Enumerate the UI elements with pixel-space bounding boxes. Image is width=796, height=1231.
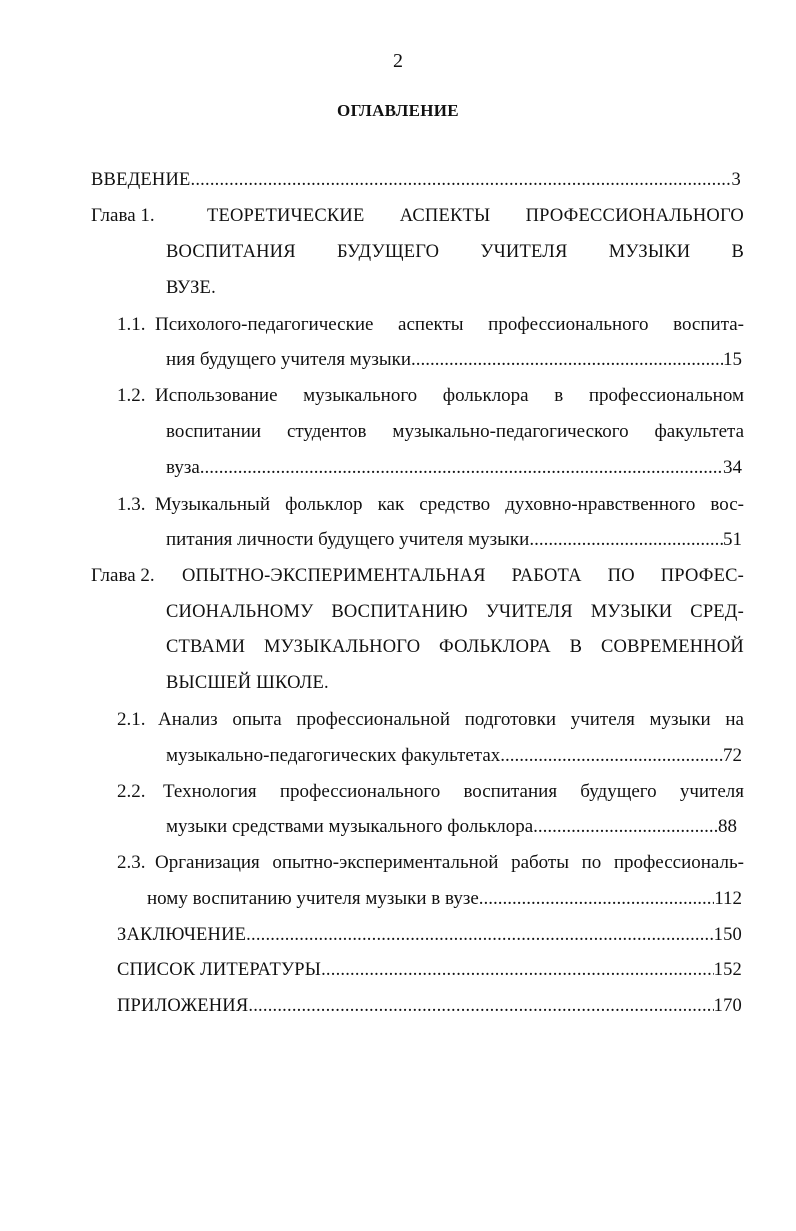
entry-text: вуза [166,457,200,478]
chapter2-label: Глава 2. [91,565,155,586]
section-1-1-line2[interactable] [166,348,742,372]
toc-entry-intro[interactable] [91,168,741,192]
section-1-2-line1[interactable]: Использование музыкального фольклора в профессиональном [155,385,744,406]
section-1-3-number: 1.3. [117,494,146,515]
dot-leader [411,348,723,372]
entry-page: 15 [723,349,742,370]
dot-leader [200,456,723,480]
entry-page: 72 [723,745,742,766]
section-2-1-line2[interactable] [166,744,742,768]
section-1-2-number: 1.2. [117,385,146,406]
entry-page: 88 [718,816,737,837]
entry-text: музыки средствами музыкального фольклора [166,816,534,837]
dot-leader [529,528,723,552]
toc-entry-conclusion[interactable] [117,923,742,947]
toc-entry-appendices[interactable] [117,994,742,1018]
section-2-3-number: 2.3. [117,852,146,873]
entry-page: 112 [714,888,742,909]
dot-leader [533,815,718,839]
entry-text: ВВЕДЕНИЕ [91,170,191,190]
entry-text: ЗАКЛЮЧЕНИЕ [117,925,247,945]
entry-text: ному воспитанию учителя музыки в вузе [147,888,479,909]
chapter1-label: Глава 1. [91,205,155,226]
entry-text: питания личности будущего учителя музыки [166,529,530,550]
section-2-3-line2[interactable] [147,887,742,911]
entry-text: ПРИЛОЖЕНИЯ [117,996,249,1016]
entry-text: СПИСОК ЛИТЕРАТУРЫ [117,960,322,980]
section-2-2-number: 2.2. [117,781,146,802]
dot-leader [500,744,723,768]
entry-page: 150 [713,925,742,945]
section-1-2-line2[interactable]: воспитании студентов музыкально-педагогического факультета [166,421,744,442]
section-2-2-line1[interactable]: Технология профессионального воспитания будущего учителя [163,781,744,802]
section-1-1-number: 1.1. [117,314,146,335]
dot-leader [191,168,732,192]
chapter1-title-line3[interactable]: ВУЗЕ. [166,278,216,298]
dot-leader [321,958,714,982]
section-2-1-number: 2.1. [117,709,146,730]
section-1-2-line3[interactable] [166,456,742,480]
section-1-3-line2[interactable] [166,528,742,552]
section-1-1-line1[interactable]: Психолого-педагогические аспекты профессионального воспита- [155,314,744,335]
entry-text: ния будущего учителя музыки [166,349,411,370]
chapter2-title-line1[interactable]: ОПЫТНО-ЭКСПЕРИМЕНТАЛЬНАЯ РАБОТА ПО ПРОФЕС- [182,566,744,586]
chapter1-title-line1[interactable]: ТЕОРЕТИЧЕСКИЕ АСПЕКТЫ ПРОФЕССИОНАЛЬНОГО [207,206,744,226]
entry-text: музыкально-педагогических факультетах [166,745,501,766]
chapter2-title-line3[interactable]: СТВАМИ МУЗЫКАЛЬНОГО ФОЛЬКЛОРА В СОВРЕМЕННОЙ [166,637,744,657]
entry-page: 170 [713,996,742,1016]
section-2-3-line1[interactable]: Организация опытно-экспериментальной работы по профессиональ- [155,852,744,873]
dot-leader [246,923,713,947]
entry-page: 152 [713,960,742,980]
dot-leader [479,887,714,911]
entry-page: 3 [731,170,741,190]
entry-page: 51 [723,529,742,550]
section-1-3-line1[interactable]: Музыкальный фольклор как средство духовно-нравственного вос- [155,494,744,515]
chapter1-title-line2[interactable]: ВОСПИТАНИЯ БУДУЩЕГО УЧИТЕЛЯ МУЗЫКИ В [166,242,744,262]
section-2-1-line1[interactable]: Анализ опыта профессиональной подготовки учителя музыки на [158,709,744,730]
chapter2-title-line4[interactable]: ВЫСШЕЙ ШКОЛЕ. [166,673,329,693]
toc-title: ОГЛАВЛЕНИЕ [337,101,459,120]
entry-page: 34 [723,457,742,478]
toc-entry-references[interactable] [117,958,742,982]
dot-leader [248,994,713,1018]
chapter2-title-line2[interactable]: СИОНАЛЬНОМУ ВОСПИТАНИЮ УЧИТЕЛЯ МУЗЫКИ СРЕД- [166,602,744,622]
section-2-2-line2[interactable] [166,815,737,839]
page-number: 2 [393,50,403,72]
